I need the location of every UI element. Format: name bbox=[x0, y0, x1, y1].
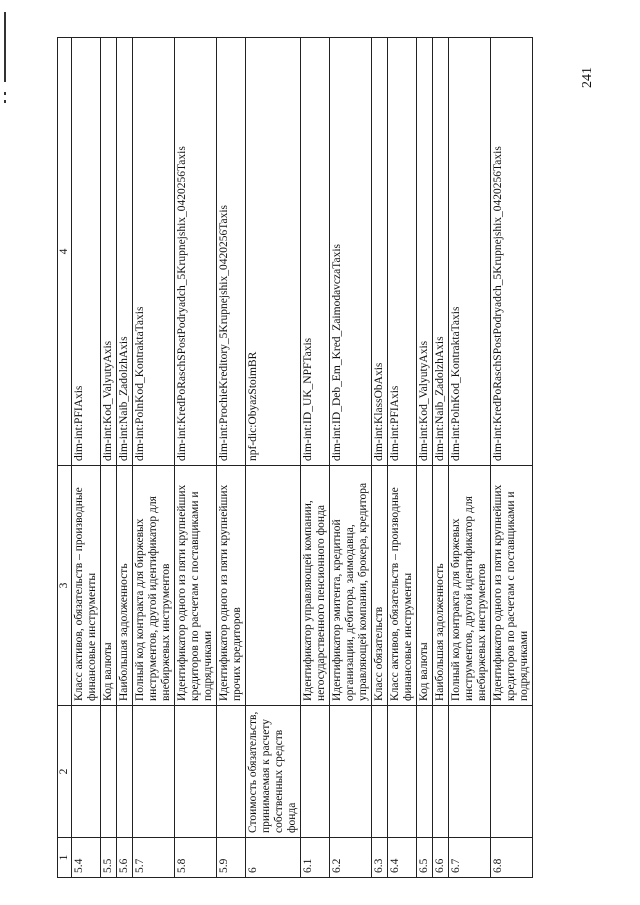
header-cell-2: 2 bbox=[58, 706, 72, 838]
row-number-cell: 6.4 bbox=[388, 838, 417, 878]
table-row bbox=[491, 38, 533, 878]
dimension-description-cell: Идентификатор одного из пяти крупнейших прочих кредиторов bbox=[217, 466, 246, 706]
indicator-name-cell: Стоимость обязательств, принимаемая к расчету собственных средств фонда bbox=[246, 706, 301, 838]
dimension-description-cell: Код валюты bbox=[417, 466, 433, 706]
dimension-code-cell: dim-int:PFIAxis bbox=[388, 38, 417, 466]
indicator-name-cell bbox=[433, 706, 449, 838]
table-row bbox=[330, 38, 372, 878]
rotated-page-content bbox=[57, 38, 611, 878]
indicator-name-cell bbox=[101, 706, 117, 838]
indicator-name-cell bbox=[217, 706, 246, 838]
row-number-cell: 5.8 bbox=[175, 838, 217, 878]
dimension-description-cell: Класс обязательств bbox=[372, 466, 388, 706]
row-number-cell: 5.9 bbox=[217, 838, 246, 878]
table-row bbox=[117, 38, 133, 878]
row-number-cell: 5.5 bbox=[101, 838, 117, 878]
indicator-name-cell bbox=[491, 706, 533, 838]
dimension-description-cell: Идентификатор одного из пяти крупнейших кредиторов по расчетам с поставщиками и подрядчиками bbox=[175, 466, 217, 706]
table-row bbox=[417, 38, 433, 878]
dimension-code-cell: dim-int:PolnKod_KontraktaTaxis bbox=[133, 38, 175, 466]
table-row bbox=[449, 38, 491, 878]
dimension-code-cell: dim-int:Naib_ZadolzhAxis bbox=[117, 38, 133, 466]
dimension-code-cell: dim-int:PFIAxis bbox=[72, 38, 101, 466]
dimension-description-cell: Код валюты bbox=[101, 466, 117, 706]
table-row bbox=[301, 38, 330, 878]
dimension-code-cell: dim-int:ID_UK_NPFTaxis bbox=[301, 38, 330, 466]
table-row bbox=[217, 38, 246, 878]
row-number-cell: 5.6 bbox=[117, 838, 133, 878]
row-number-cell: 6.6 bbox=[433, 838, 449, 878]
left-edge-mark bbox=[4, 12, 6, 82]
left-edge-mark bbox=[4, 92, 6, 95]
dimension-description-cell: Полный код контракта для биржевых инструментов, другой идентификатор для внебиржевых инструментов bbox=[133, 466, 175, 706]
indicator-name-cell bbox=[175, 706, 217, 838]
page-number: 241 bbox=[580, 67, 595, 88]
dimension-code-cell: dim-int:ProchieKreditory_5Krupnejshix_0420256Taxis bbox=[217, 38, 246, 466]
row-number-cell: 6.2 bbox=[330, 838, 372, 878]
dimension-code-cell: dim-int:Kod_ValyutyAxis bbox=[417, 38, 433, 466]
left-edge-mark bbox=[4, 100, 6, 103]
indicator-name-cell bbox=[330, 706, 372, 838]
dimension-code-cell: dim-int:ID_Deb_Em_Kred_ZaimodavczaTaxis bbox=[330, 38, 372, 466]
header-cell-3: 3 bbox=[58, 466, 72, 706]
table-row bbox=[433, 38, 449, 878]
dimension-code-cell: npf-dic:ObyazStoimBR bbox=[246, 38, 301, 466]
dimension-description-cell: Класс активов, обязательств – производные финансовые инструменты bbox=[72, 466, 101, 706]
dimension-description-cell: Идентификатор эмитента, кредитной организации, дебитора, заимодавца, управляющей компании, брокера, кредитора bbox=[330, 466, 372, 706]
indicator-name-cell bbox=[417, 706, 433, 838]
indicator-name-cell bbox=[301, 706, 330, 838]
row-number-cell: 5.4 bbox=[72, 838, 101, 878]
table-row bbox=[72, 38, 101, 878]
dimension-description-cell bbox=[246, 466, 301, 706]
table-header-row bbox=[58, 38, 72, 878]
indicator-name-cell bbox=[133, 706, 175, 838]
indicator-name-cell bbox=[388, 706, 417, 838]
dimension-code-cell: dim-int:KredPoRaschSPostPodryadch_5Krupnejshix_0420256Taxis bbox=[491, 38, 533, 466]
table-row bbox=[175, 38, 217, 878]
dimension-description-cell: Идентификатор одного из пяти крупнейших кредиторов по расчетам с поставщиками и подрядчиками bbox=[491, 466, 533, 706]
dimension-description-cell: Наибольшая задолженность bbox=[117, 466, 133, 706]
table-body bbox=[58, 38, 533, 878]
row-number-cell: 6 bbox=[246, 838, 301, 878]
dimension-code-cell: dim-int:KredPoRaschSPostPodryadch_5Krupnejshix_0420256Taxis bbox=[175, 38, 217, 466]
dimension-description-cell: Идентификатор управляющей компании, негосударственного пенсионного фонда bbox=[301, 466, 330, 706]
dimension-code-cell: dim-int:Naib_ZadolzhAxis bbox=[433, 38, 449, 466]
table-row bbox=[133, 38, 175, 878]
row-number-cell: 6.8 bbox=[491, 838, 533, 878]
indicator-name-cell bbox=[117, 706, 133, 838]
indicator-name-cell bbox=[372, 706, 388, 838]
indicator-name-cell bbox=[449, 706, 491, 838]
dimension-code-cell: dim-int:Kod_ValyutyAxis bbox=[101, 38, 117, 466]
header-cell-4: 4 bbox=[58, 38, 72, 466]
row-number-cell: 6.5 bbox=[417, 838, 433, 878]
table-row bbox=[101, 38, 117, 878]
dimension-description-cell: Наибольшая задолженность bbox=[433, 466, 449, 706]
register-table bbox=[57, 37, 533, 878]
row-number-cell: 6.1 bbox=[301, 838, 330, 878]
dimension-description-cell: Класс активов, обязательств – производные финансовые инструменты bbox=[388, 466, 417, 706]
header-cell-1: 1 bbox=[58, 838, 72, 878]
dimension-code-cell: dim-int:KlassObAxis bbox=[372, 38, 388, 466]
row-number-cell: 5.7 bbox=[133, 838, 175, 878]
dimension-code-cell: dim-int:PolnKod_KontraktaTaxis bbox=[449, 38, 491, 466]
row-number-cell: 6.3 bbox=[372, 838, 388, 878]
table-row bbox=[388, 38, 417, 878]
row-number-cell: 6.7 bbox=[449, 838, 491, 878]
dimension-description-cell: Полный код контракта для биржевых инструментов, другой идентификатор для внебиржевых инструментов bbox=[449, 466, 491, 706]
indicator-name-cell bbox=[72, 706, 101, 838]
table-row bbox=[372, 38, 388, 878]
table-row bbox=[246, 38, 301, 878]
